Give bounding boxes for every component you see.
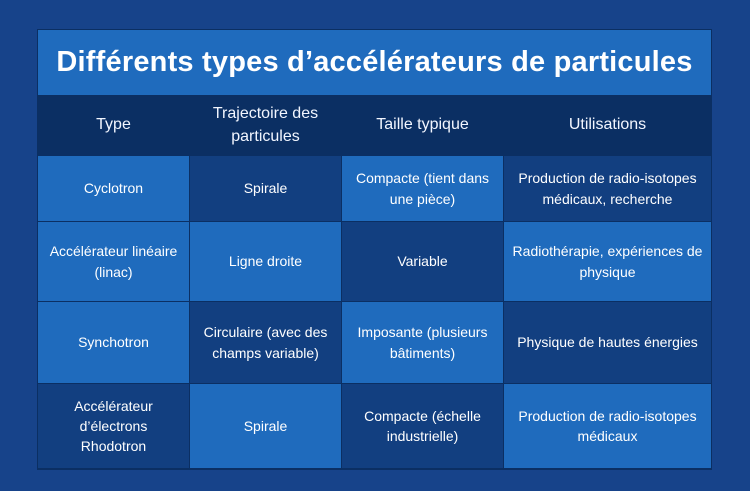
header-type: Type [38,95,190,156]
cell-uses: Physique de hautes énergies [504,302,711,384]
header-trajectory: Trajectoire des particules [190,95,342,156]
cell-uses: Radiothérapie, expériences de physique [504,222,711,302]
cell-size: Compacte (échelle industrielle) [342,384,504,469]
cell-trajectory: Circulaire (avec des champs variable) [190,302,342,384]
infographic-card [37,29,712,470]
cell-type: Cyclotron [38,156,190,222]
cell-type: Accélérateur linéaire (linac) [38,222,190,302]
cell-size: Variable [342,222,504,302]
cell-trajectory: Spirale [190,384,342,469]
cell-trajectory: Ligne droite [190,222,342,302]
header-uses: Utilisations [504,95,711,156]
cell-type: Accélérateur d’électrons Rhodotron [38,384,190,469]
table-title: Différents types d’accélérateurs de particules [38,30,711,95]
cell-uses: Production de radio-isotopes médicaux, recherche [504,156,711,222]
cell-uses: Production de radio-isotopes médicaux [504,384,711,469]
cell-type: Synchotron [38,302,190,384]
header-size: Taille typique [342,95,504,156]
cell-size: Imposante (plusieurs bâtiments) [342,302,504,384]
cell-size: Compacte (tient dans une pièce) [342,156,504,222]
cell-trajectory: Spirale [190,156,342,222]
accelerators-table [38,95,711,469]
